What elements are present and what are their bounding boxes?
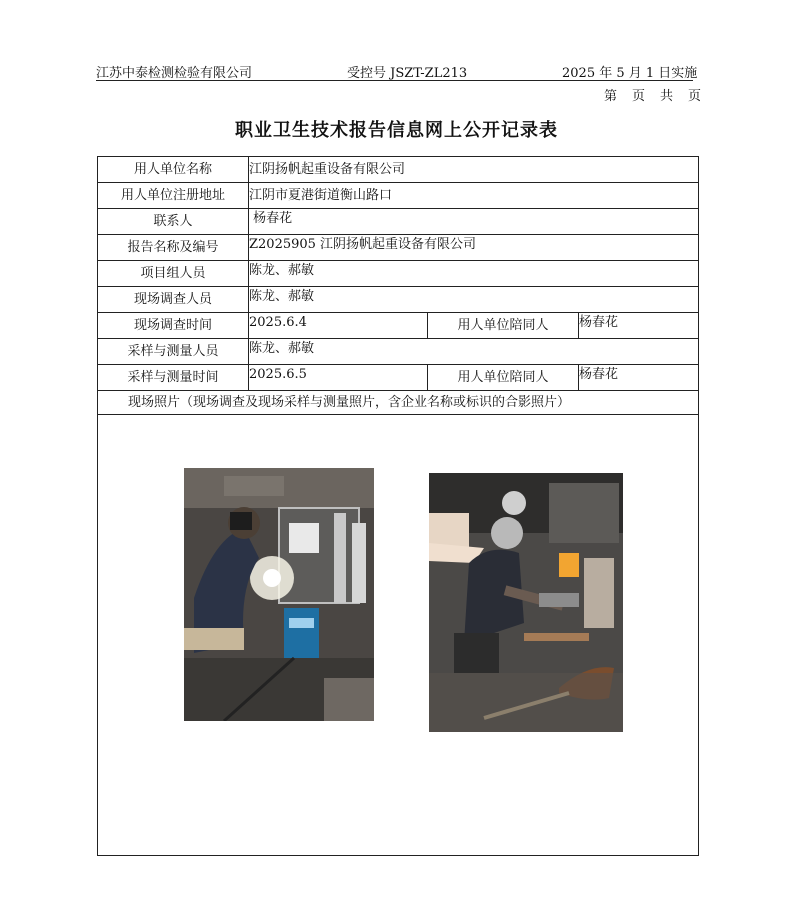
row-label: 项目组人员: [98, 261, 249, 286]
photos-header: 现场照片（现场调查及现场采样与测量照片，含企业名称或标识的合影照片）: [98, 391, 698, 415]
row-value-escort: 杨春花: [579, 367, 619, 382]
page-di: 第: [604, 89, 619, 104]
row-registered-address: [98, 183, 698, 209]
row-value: 江阴扬帆起重设备有限公司: [249, 162, 406, 177]
header-control-number: 受控号 JSZT-ZL213: [347, 66, 468, 81]
document-title: 职业卫生技术报告信息网上公开记录表: [235, 120, 558, 141]
site-photo-floor-work: [429, 473, 623, 732]
row-value: 江阴市夏港街道衡山路口: [249, 188, 393, 203]
row-survey-staff: [98, 287, 698, 313]
row-label: 现场调查人员: [98, 287, 249, 312]
row-value-escort: 杨春花: [579, 315, 619, 330]
row-label: 用人单位注册地址: [98, 183, 249, 208]
row-contact: [98, 209, 698, 235]
header-page-info: [604, 85, 702, 104]
row-label-escort: 用人单位陪同人: [427, 313, 579, 338]
row-sampling-time: [98, 365, 698, 391]
row-label: 采样与测量人员: [98, 339, 249, 364]
row-label-escort: 用人单位陪同人: [427, 365, 579, 390]
row-value: Z2025905 江阴扬帆起重设备有限公司: [249, 237, 477, 252]
row-project-team: [98, 261, 698, 287]
header-rule: [96, 80, 693, 81]
row-value: 2025.6.5: [249, 367, 307, 382]
page-ye2: 页: [688, 89, 703, 104]
header-effective-date: 2025 年 5 月 1 日实施: [562, 66, 698, 81]
row-value: 2025.6.4: [249, 315, 307, 330]
row-label: 联系人: [98, 209, 249, 234]
row-label: 现场调查时间: [98, 313, 249, 338]
row-employer-name: [98, 157, 698, 183]
row-value: 杨春花: [249, 211, 293, 226]
row-value: 陈龙、郝敏: [249, 263, 315, 278]
row-report-name: [98, 235, 698, 261]
row-value: 陈龙、郝敏: [249, 341, 315, 356]
row-value: 陈龙、郝敏: [249, 289, 315, 304]
page-gong: 共: [660, 89, 675, 104]
record-form: [97, 156, 699, 856]
row-label: 用人单位名称: [98, 157, 249, 182]
page-ye: 页: [632, 89, 647, 104]
row-label: 报告名称及编号: [98, 235, 249, 260]
row-label: 采样与测量时间: [98, 365, 249, 390]
site-photo-welding: [184, 468, 374, 721]
header-company: 江苏中泰检测检验有限公司: [96, 66, 253, 81]
row-survey-time: [98, 313, 698, 339]
row-sampling-staff: [98, 339, 698, 365]
